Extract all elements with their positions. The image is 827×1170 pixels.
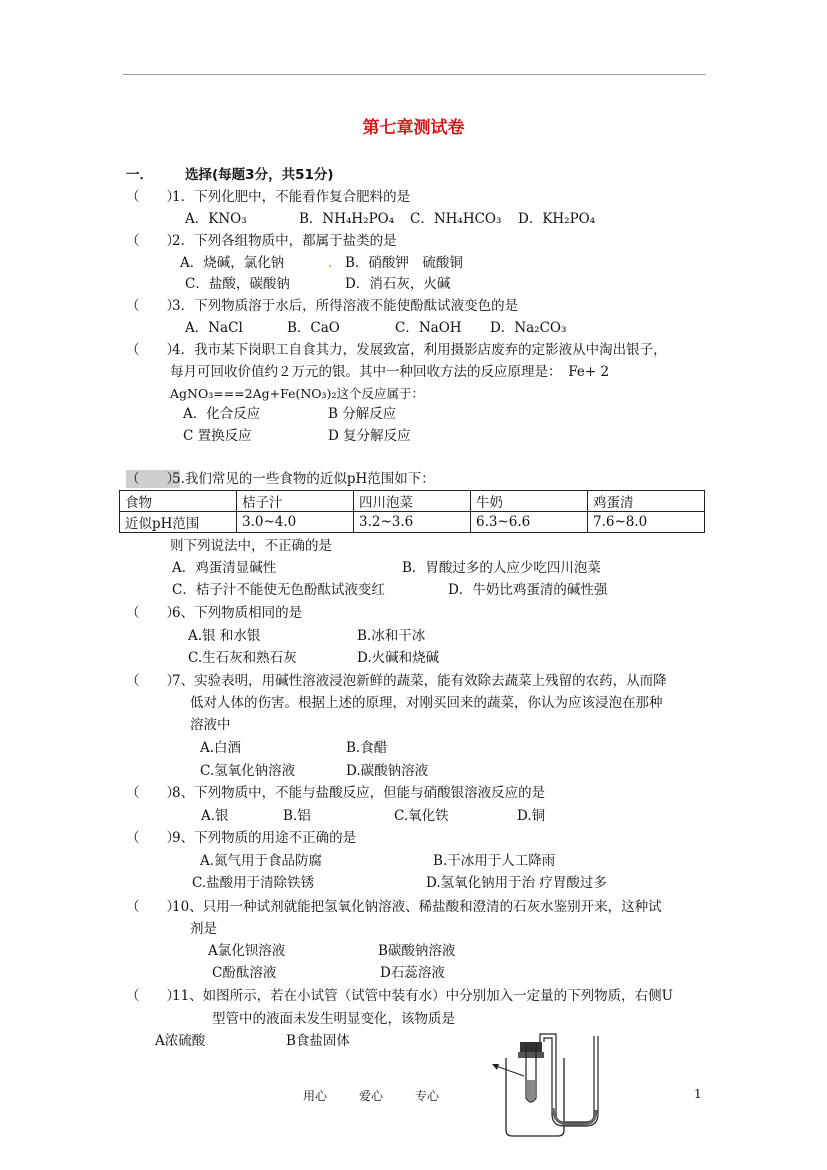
question-stem-line-2: 型管中的液面未发生明显变化，该物质是	[212, 1011, 455, 1027]
option-a: A．KNO₃	[185, 211, 247, 227]
stray-dot: .	[328, 255, 333, 271]
option-d: D.铜	[517, 808, 546, 824]
section-heading: 选择(每题3分，共51分)	[185, 167, 334, 183]
option-b: B．胃酸过多的人应少吃四川泡菜	[402, 560, 601, 576]
answer-bracket: （ ）	[126, 830, 180, 846]
option-b: B.食醋	[346, 740, 388, 756]
option-a: A.白酒	[200, 740, 242, 756]
footer-text: 爱心	[359, 1089, 384, 1103]
option-c: C.生石灰和熟石灰	[188, 650, 297, 666]
answer-bracket: （ ）	[126, 189, 180, 205]
page-title: 第七章测试卷	[362, 118, 465, 138]
option-d: D石蕊溶液	[380, 965, 445, 981]
option-a: A氯化钡溶液	[208, 943, 286, 959]
question-stem-line-1: 10、只用一种试剂就能把氢氧化钠溶液、稀盐酸和澄清的石灰水鉴别开来，这种试	[172, 899, 662, 915]
answer-bracket: （ ）	[126, 233, 180, 249]
table-cell: 食物	[120, 491, 237, 512]
answer-bracket: （ ）	[126, 471, 180, 487]
option-a: A．烧碱，氯化钠	[180, 255, 285, 271]
answer-bracket: （ ）	[126, 605, 180, 621]
option-c: C.氧化铁	[394, 808, 449, 824]
option-a: A．化合反应	[183, 406, 261, 422]
answer-bracket: （ ）	[126, 785, 180, 801]
option-b: B.干冰用于人工降雨	[433, 853, 556, 869]
ph-table	[119, 490, 705, 533]
question-stem-line-2: 剂是	[190, 921, 217, 937]
question-stem: 5.我们常见的一些食物的近似pH范围如下：	[172, 471, 435, 487]
table-cell: 近似pH范围	[120, 512, 237, 533]
table-cell: 四川泡菜	[354, 491, 471, 512]
option-b: B.冰和干冰	[357, 628, 426, 644]
question-stem-line-1: 7、实验表明，用碱性溶液浸泡新鲜的蔬菜，能有效除去蔬菜上残留的农药，从而降	[172, 673, 667, 689]
answer-bracket: （ ）	[126, 342, 180, 358]
question-stem: 8、下列物质中，不能与盐酸反应，但能与硝酸银溶液反应的是	[172, 785, 546, 801]
answer-bracket: （ ）	[126, 988, 180, 1004]
question-stem: 2．下列各组物质中，都属于盐类的是	[172, 233, 397, 249]
option-c: C．NH₄HCO₃	[410, 211, 502, 227]
page-number: 1	[694, 1087, 702, 1101]
question-stem: 1．下列化肥中，不能看作复合肥料的是	[172, 189, 411, 205]
option-c: C 置换反应	[183, 428, 252, 444]
option-d: D 复分解反应	[328, 428, 411, 444]
table-row	[120, 512, 705, 533]
option-b: B 分解反应	[328, 406, 397, 422]
question-stem-line-2: 则下列说法中，不正确的是	[170, 538, 332, 554]
option-b: B．硝酸钾 硫酸铜	[345, 255, 463, 271]
option-b: B．CaO	[287, 320, 340, 336]
option-a: A.氮气用于食品防腐	[200, 853, 323, 869]
section-number: 一．	[126, 167, 153, 183]
question-stem-line-1: 4．我市某下岗职工自食其力，发展致富，利用摄影店废弃的定影液从中淘出银子，	[172, 342, 667, 358]
option-c: C．NaOH	[395, 320, 462, 336]
table-cell: 3.2~3.6	[354, 512, 471, 533]
question-stem-line-1: 11、如图所示，若在小试管（试管中装有水）中分别加入一定量的下列物质，右侧U	[172, 988, 674, 1004]
option-c: C.盐酸用于清除铁锈	[192, 875, 315, 891]
option-b: B食盐固体	[286, 1033, 350, 1049]
table-cell: 3.0~4.0	[237, 512, 354, 533]
header-rule	[123, 74, 706, 75]
option-a: A．鸡蛋清显碱性	[172, 560, 277, 576]
option-c: C酚酞溶液	[212, 965, 277, 981]
question-stem-line-3: 溶液中	[190, 717, 231, 733]
answer-bracket: （ ）	[126, 298, 180, 314]
answer-bracket: （ ）	[126, 673, 180, 689]
option-c: C.氢氧化钠溶液	[200, 763, 296, 779]
option-b: B．NH₄H₂PO₄	[299, 211, 395, 227]
option-a: A．NaCl	[185, 320, 243, 336]
option-c: C．盐酸，碳酸钠	[185, 276, 290, 292]
table-cell: 鸡蛋清	[588, 491, 705, 512]
option-d: D．牛奶比鸡蛋清的碱性强	[448, 582, 608, 598]
option-d: D.氢氧化钠用于治 疗胃酸过多	[426, 875, 607, 891]
table-row	[120, 491, 705, 512]
u-tube-apparatus-figure	[488, 1030, 628, 1140]
table-cell: 7.6~8.0	[588, 512, 705, 533]
question-stem: 3．下列物质溶于水后，所得溶液不能使酚酞试液变色的是	[172, 298, 519, 314]
table-cell: 牛奶	[471, 491, 588, 512]
option-d: D.碳酸钠溶液	[346, 763, 429, 779]
option-c: C．桔子汁不能使无色酚酞试液变红	[172, 582, 385, 598]
question-stem-line-2: 低对人体的伤害。根据上述的原理，对刚买回来的蔬菜，你认为应该浸泡在那种	[190, 695, 663, 711]
option-a: A.银 和水银	[188, 628, 261, 644]
table-cell: 6.3~6.6	[471, 512, 588, 533]
footer-text: 专心	[415, 1089, 440, 1103]
option-b: B.铝	[283, 808, 311, 824]
answer-bracket: （ ）	[126, 899, 180, 915]
option-a: A.银	[201, 808, 229, 824]
table-cell: 桔子汁	[237, 491, 354, 512]
question-stem-line-2: 每月可回收价值约２万元的银。其中一种回收方法的反应原理是： Fe+ 2	[170, 364, 610, 380]
option-d: D．消石灰，火碱	[345, 276, 451, 292]
footer-text: 用心	[303, 1089, 328, 1103]
question-stem-line-3: AgNO₃===2Ag+Fe(NO₃)₂这个反应属于：	[170, 386, 424, 401]
question-stem: 9、下列物质的用途不正确的是	[172, 830, 357, 846]
option-d: D．KH₂PO₄	[518, 211, 596, 227]
question-stem: 6、下列物质相同的是	[172, 605, 303, 621]
option-a: A浓硫酸	[155, 1033, 206, 1049]
option-b: B碳酸钠溶液	[378, 943, 456, 959]
option-d: D.火碱和烧碱	[357, 650, 440, 666]
option-d: D．Na₂CO₃	[490, 320, 567, 336]
